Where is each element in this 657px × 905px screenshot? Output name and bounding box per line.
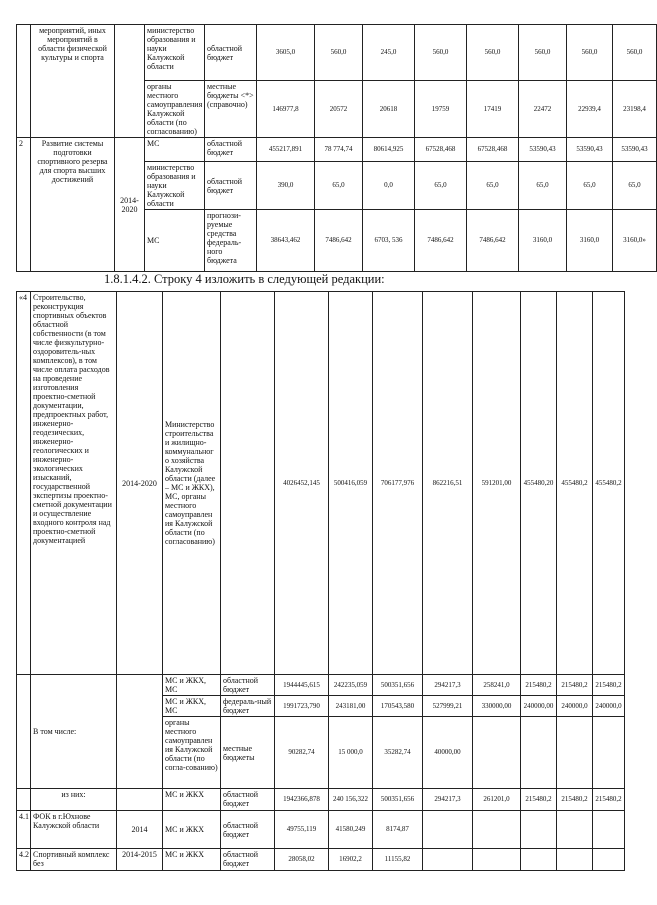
value-cell: 455217,891 [257, 138, 315, 162]
years-cell: 2014-2015 [117, 849, 163, 871]
row-number: 4.2 [17, 849, 31, 871]
value-cell: 3605,0 [257, 25, 315, 81]
value-cell: 215480,2 [593, 675, 625, 696]
value-cell: 560,0 [613, 25, 657, 81]
value-cell: 706177,976 [373, 292, 423, 675]
value-cell: 560,0 [467, 25, 519, 81]
value-cell: 17419 [467, 81, 519, 138]
value-cell: 90282,74 [275, 717, 329, 789]
value-cell [557, 849, 593, 871]
value-cell: 11155,82 [373, 849, 423, 871]
value-cell: 240 156,322 [329, 789, 373, 811]
executor-cell: МС и ЖКХ, МС [163, 675, 221, 696]
value-cell: 3160,0» [613, 210, 657, 272]
value-cell: 0,0 [363, 162, 415, 210]
value-cell: 258241,0 [473, 675, 521, 696]
executor-cell: органы местного самоуправлен ия Калужской области (по согла-сованию) [163, 717, 221, 789]
value-cell: 215480,2 [521, 675, 557, 696]
value-cell: 22939,4 [567, 81, 613, 138]
value-cell: 294217,3 [423, 675, 473, 696]
source-cell: прогнози-руемые средства федераль-ного бюджета [205, 210, 257, 272]
table-row [17, 789, 625, 811]
value-cell [593, 811, 625, 849]
value-cell: 20618 [363, 81, 415, 138]
value-cell: 243181,00 [329, 696, 373, 717]
value-cell: 455480,20 [521, 292, 557, 675]
value-cell: 78 774,74 [315, 138, 363, 162]
executor-cell: Министерство строительства и жилищно-коммунальног о хозяйства Калужской области (далее – МС и ЖКХ), МС, органы местного самоуправлен ия Калужской области (по согласованию) [163, 292, 221, 675]
value-cell: 294217,3 [423, 789, 473, 811]
table-row [17, 25, 657, 81]
value-cell [473, 811, 521, 849]
value-cell: 3160,0 [519, 210, 567, 272]
of-which-label: из них: [31, 789, 117, 811]
measure-name: мероприятий, иных мероприятий в области физической культуры и спорта [31, 25, 115, 138]
measure-name: Спортивный комплекс без [31, 849, 117, 871]
value-cell: 215480,2 [557, 675, 593, 696]
years-cell: 2014-2020 [117, 292, 163, 675]
source-cell: областной бюджет [205, 138, 257, 162]
source-cell: областной бюджет [221, 675, 275, 696]
value-cell: 591201,00 [473, 292, 521, 675]
source-cell: областной бюджет [205, 25, 257, 81]
value-cell: 242235,059 [329, 675, 373, 696]
value-cell: 49755,119 [275, 811, 329, 849]
value-cell: 500416,059 [329, 292, 373, 675]
value-cell [593, 849, 625, 871]
row-number: 2 [17, 138, 31, 272]
value-cell: 53590,43 [519, 138, 567, 162]
value-cell: 19759 [415, 81, 467, 138]
value-cell [521, 717, 557, 789]
value-cell: 215480,2 [593, 789, 625, 811]
row-number [17, 25, 31, 138]
executor-cell: МС и ЖКХ [163, 811, 221, 849]
value-cell: 65,0 [519, 162, 567, 210]
value-cell [557, 811, 593, 849]
table-row [17, 811, 625, 849]
value-cell: 862216,51 [423, 292, 473, 675]
value-cell [423, 811, 473, 849]
value-cell: 7486,642 [467, 210, 519, 272]
including-label: В том числе: [31, 675, 117, 789]
source-cell: областной бюджет [221, 811, 275, 849]
section-heading: 1.8.1.4.2. Строку 4 изложить в следующей редакции: [104, 272, 385, 286]
value-cell: 40000,00 [423, 717, 473, 789]
table-row [17, 292, 625, 675]
row-number: «4 [17, 292, 31, 675]
executor-cell: МС и ЖКХ [163, 849, 221, 871]
continued-program-table [16, 24, 657, 272]
value-cell: 65,0 [315, 162, 363, 210]
value-cell: 560,0 [415, 25, 467, 81]
executor-cell: органы местного самоуправления Калужской области (по согласованию) [145, 81, 205, 138]
value-cell: 390,0 [257, 162, 315, 210]
value-cell: 65,0 [415, 162, 467, 210]
value-cell [521, 811, 557, 849]
value-cell: 53590,43 [613, 138, 657, 162]
value-cell: 67528,468 [415, 138, 467, 162]
value-cell: 4026452,145 [275, 292, 329, 675]
value-cell: 245,0 [363, 25, 415, 81]
value-cell: 8174,87 [373, 811, 423, 849]
value-cell: 261201,0 [473, 789, 521, 811]
row-number [17, 789, 31, 811]
row-number [17, 675, 31, 789]
value-cell [423, 849, 473, 871]
value-cell: 65,0 [567, 162, 613, 210]
value-cell: 170543,580 [373, 696, 423, 717]
executor-cell: МС и ЖКХ, МС [163, 696, 221, 717]
value-cell: 41580,249 [329, 811, 373, 849]
value-cell: 1991723,790 [275, 696, 329, 717]
value-cell: 1944445,615 [275, 675, 329, 696]
value-cell: 455480,2 [557, 292, 593, 675]
value-cell: 455480,2 [593, 292, 625, 675]
table-row [17, 849, 625, 871]
value-cell: 330000,00 [473, 696, 521, 717]
value-cell: 560,0 [567, 25, 613, 81]
source-cell: местные бюджеты <*> (справочно) [205, 81, 257, 138]
value-cell: 20572 [315, 81, 363, 138]
executor-cell: министерство образования и науки Калужской области [145, 162, 205, 210]
value-cell: 23198,4 [613, 81, 657, 138]
value-cell: 500351,656 [373, 675, 423, 696]
years-cell: 2014 [117, 811, 163, 849]
source-cell: областной бюджет [221, 849, 275, 871]
value-cell [557, 717, 593, 789]
measure-name: ФОК в г.Юхнове Калужской области [31, 811, 117, 849]
value-cell: 6703, 536 [363, 210, 415, 272]
measure-name: Строительство, реконструкция спортивных объектов областной собственности (в том числе физкультурно-оздоровитель-ных комплексов), в том числе оплата расходов на проведение изготовления проектно-сметной документации, предпроектных работ, инженерно-геодезических, инженерно-геологических и инженерно-экологических изысканий, государственной экспертизы проектно-сметной документации и осуществление входного контроля над проектно-сметной документацией [31, 292, 117, 675]
value-cell: 15 000,0 [329, 717, 373, 789]
value-cell: 215480,2 [557, 789, 593, 811]
executor-cell: министерство образования и науки Калужской области [145, 25, 205, 81]
executor-cell: МС и ЖКХ [163, 789, 221, 811]
value-cell: 3160,0 [567, 210, 613, 272]
value-cell: 240000,0 [557, 696, 593, 717]
value-cell: 53590,43 [567, 138, 613, 162]
value-cell: 28058,02 [275, 849, 329, 871]
value-cell: 65,0 [467, 162, 519, 210]
measure-name: Развитие системы подготовки спортивного резерва для спорта высших достижений [31, 138, 115, 272]
value-cell: 527999,21 [423, 696, 473, 717]
value-cell: 1942366,878 [275, 789, 329, 811]
years-cell [117, 675, 163, 789]
source-cell: местные бюджеты [221, 717, 275, 789]
value-cell: 67528,468 [467, 138, 519, 162]
value-cell: 35282,74 [373, 717, 423, 789]
source-cell: федераль-ный бюджет [221, 696, 275, 717]
value-cell: 7486,642 [415, 210, 467, 272]
value-cell: 215480,2 [521, 789, 557, 811]
source-cell: областной бюджет [205, 162, 257, 210]
amended-row-table [16, 291, 625, 871]
value-cell: 80614,925 [363, 138, 415, 162]
years-cell: 2014-2020 [115, 138, 145, 272]
row-number: 4.1 [17, 811, 31, 849]
source-cell: областной бюджет [221, 789, 275, 811]
value-cell [473, 717, 521, 789]
table-row [17, 138, 657, 162]
years-cell [117, 789, 163, 811]
value-cell: 560,0 [315, 25, 363, 81]
executor-cell: МС [145, 210, 205, 272]
executor-cell: МС [145, 138, 205, 162]
value-cell: 240000,00 [521, 696, 557, 717]
value-cell: 560,0 [519, 25, 567, 81]
value-cell: 38643,462 [257, 210, 315, 272]
value-cell: 65,0 [613, 162, 657, 210]
value-cell: 146977,8 [257, 81, 315, 138]
value-cell: 7486,642 [315, 210, 363, 272]
value-cell: 16902,2 [329, 849, 373, 871]
value-cell [593, 717, 625, 789]
years-cell [115, 25, 145, 138]
value-cell [473, 849, 521, 871]
value-cell: 22472 [519, 81, 567, 138]
value-cell: 240000,0 [593, 696, 625, 717]
value-cell: 500351,656 [373, 789, 423, 811]
table-row [17, 675, 625, 696]
source-cell [221, 292, 275, 675]
value-cell [521, 849, 557, 871]
